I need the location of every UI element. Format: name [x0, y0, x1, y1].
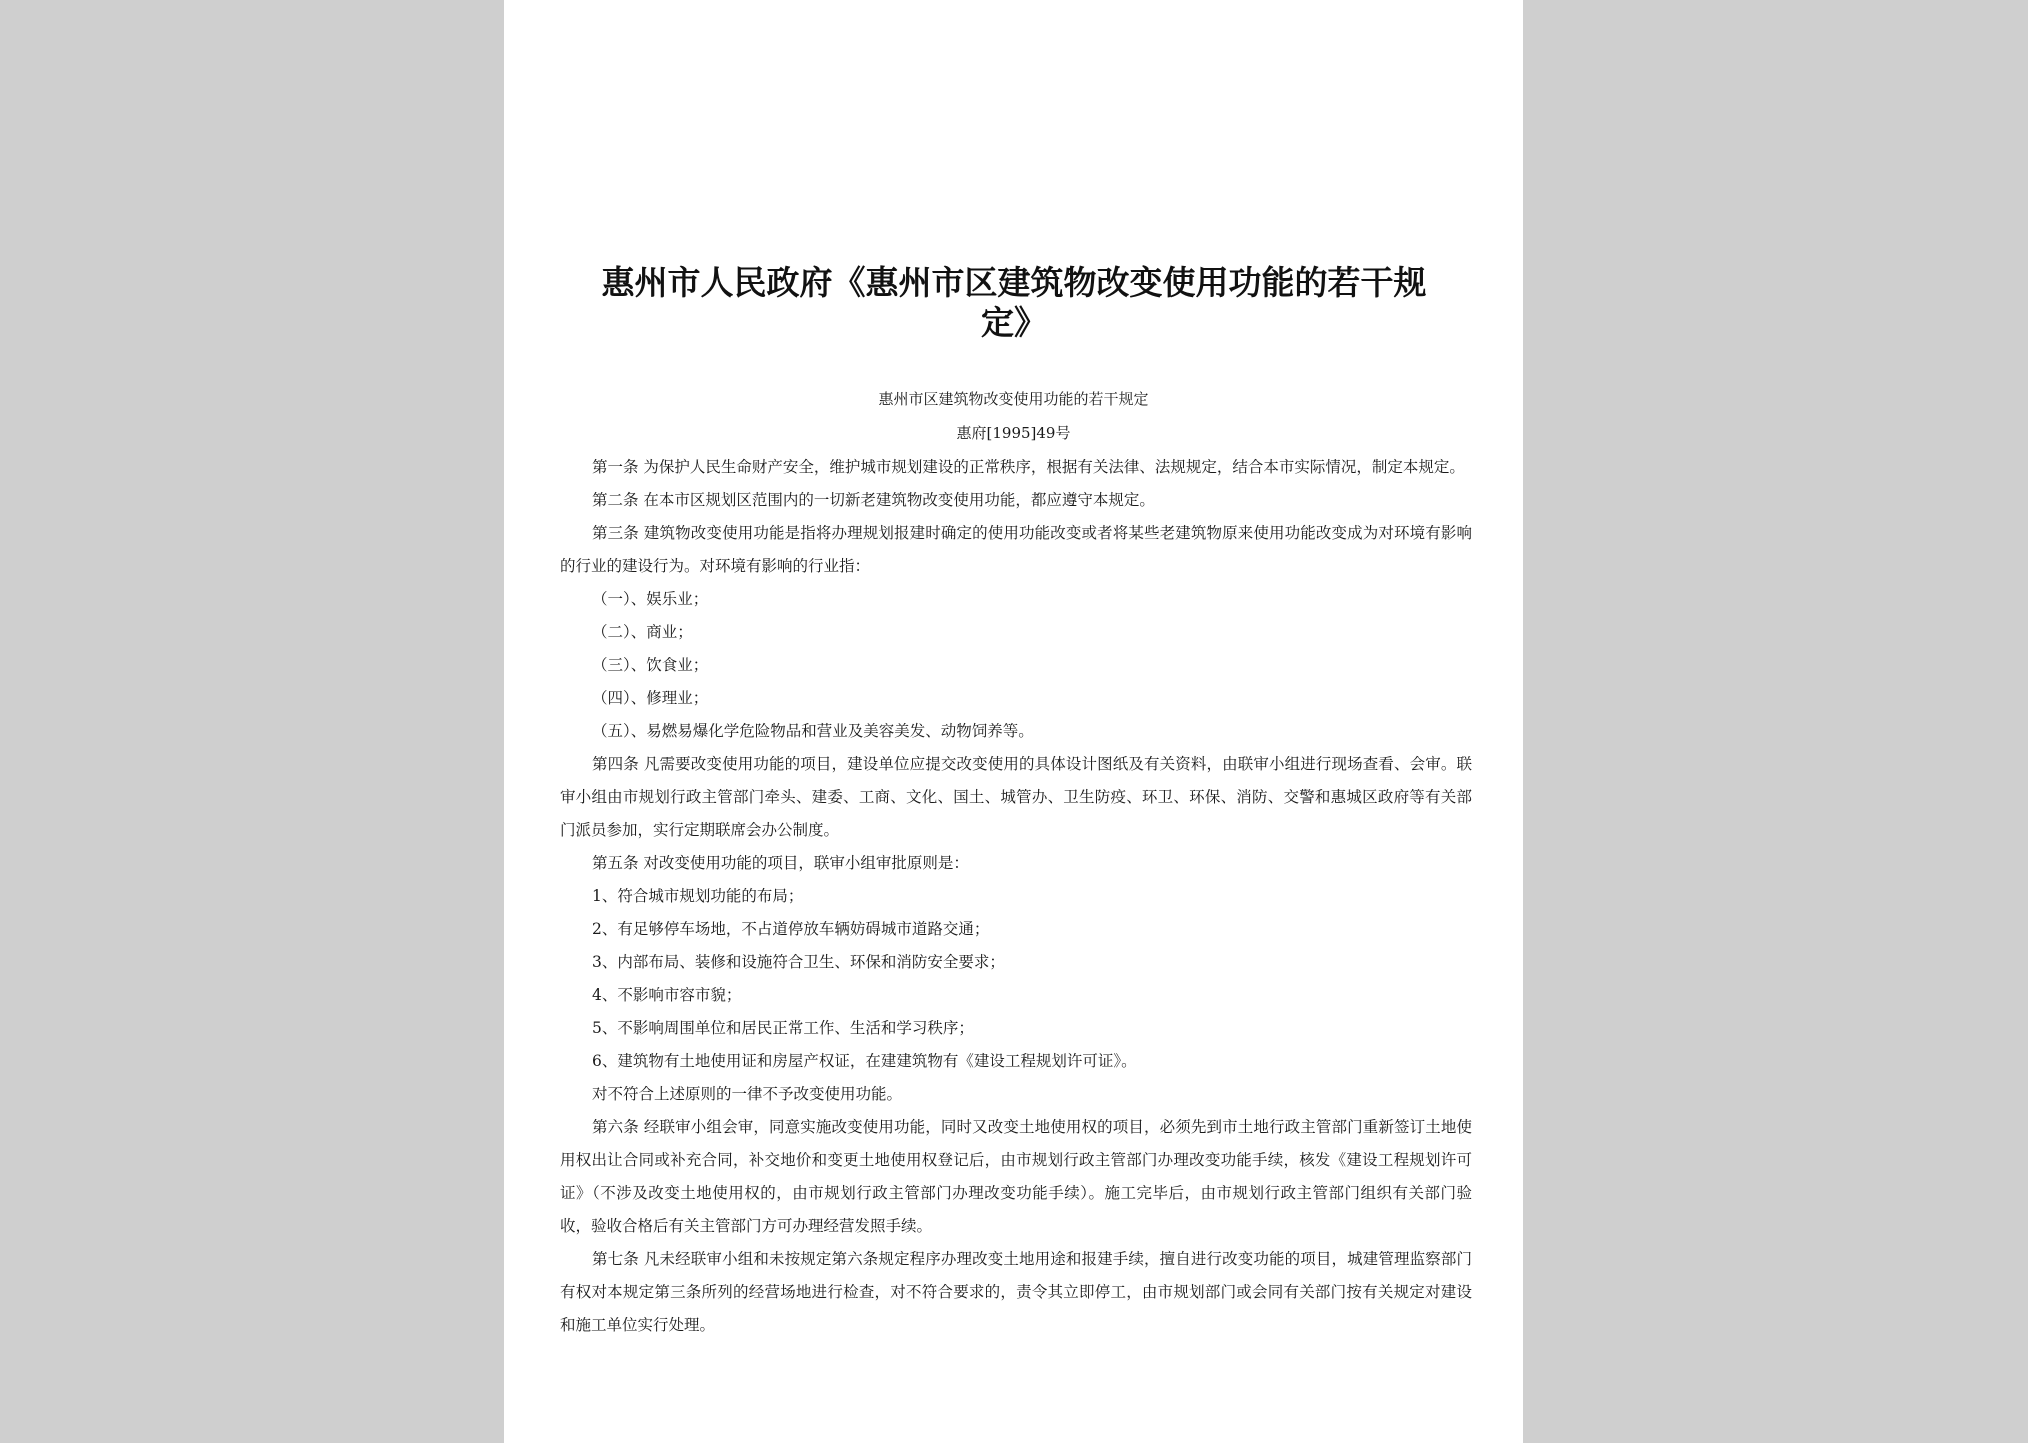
principle-item-2: 2、有足够停车场地，不占道停放车辆妨碍城市道路交通；	[592, 920, 990, 938]
document-title: 惠州市人民政府《惠州市区建筑物改变使用功能的若干规定》	[601, 263, 1427, 342]
document-number: 惠府[1995]49号	[956, 424, 1071, 442]
principle-item-6: 6、建筑物有土地使用证和房屋产权证，在建建筑物有《建设工程规划许可证》。	[592, 1052, 1137, 1070]
paragraph-article-4: 第四条 凡需要改变使用功能的项目，建设单位应提交改变使用的具体设计图纸及有关资料，由联审小组进行现场查看、会审。联审小组由市规划行政主管部门牵头、建委、工商、文化、国土、城管办、卫生防疫、环卫、环保、消防、交警和惠城区政府等有关部门派员参加，实行定期联席会办公制度。	[560, 755, 1472, 839]
document-subtitle: 惠州市区建筑物改变使用功能的若干规定	[878, 390, 1149, 408]
list-item-1: （一）、娱乐业；	[592, 590, 709, 608]
principle-item-3: 3、内部布局、装修和设施符合卫生、环保和消防安全要求；	[592, 953, 1005, 971]
document-body	[560, 451, 1472, 1342]
list-item-2: （二）、商业；	[592, 623, 693, 641]
paragraph-rejection-note: 对不符合上述原则的一律不予改变使用功能。	[592, 1085, 903, 1103]
principle-item-4: 4、不影响市容市貌；	[592, 986, 742, 1004]
principle-item-1: 1、符合城市规划功能的布局；	[592, 887, 804, 905]
paragraph-article-1: 第一条 为保护人民生命财产安全，维护城市规划建设的正常秩序，根据有关法律、法规规定，结合本市实际情况，制定本规定。	[592, 458, 1465, 476]
list-item-5: （五）、易燃易爆化学危险物品和营业及美容美发、动物饲养等。	[592, 722, 1034, 740]
document-page	[504, 0, 1523, 1443]
paragraph-article-2: 第二条 在本市区规划区范围内的一切新老建筑物改变使用功能，都应遵守本规定。	[592, 491, 1155, 509]
paragraph-article-5: 第五条 对改变使用功能的项目，联审小组审批原则是：	[592, 854, 969, 872]
list-item-4: （四）、修理业；	[592, 689, 709, 707]
paragraph-article-7: 第七条 凡未经联审小组和未按规定第六条规定程序办理改变土地用途和报建手续，擅自进行改变功能的项目，城建管理监察部门有权对本规定第三条所列的经营场地进行检查，对不符合要求的，责令其立即停工，由市规划部门或会同有关部门按有关规定对建设和施工单位实行处理。	[560, 1250, 1472, 1334]
list-item-3: （三）、饮食业；	[592, 656, 709, 674]
principle-item-5: 5、不影响周围单位和居民正常工作、生活和学习秩序；	[592, 1019, 974, 1037]
paragraph-article-6: 第六条 经联审小组会审，同意实施改变使用功能，同时又改变土地使用权的项目，必须先到市土地行政主管部门重新签订土地使用权出让合同或补充合同，补交地价和变更土地使用权登记后，由市规划行政主管部门办理改变功能手续，核发《建设工程规划许可证》（不涉及改变土地使用权的，由市规划行政主管部门办理改变功能手续）。施工完毕后，由市规划行政主管部门组织有关部门验收，验收合格后有关主管部门方可办理经营发照手续。	[560, 1118, 1472, 1235]
paragraph-article-3: 第三条 建筑物改变使用功能是指将办理规划报建时确定的使用功能改变或者将某些老建筑物原来使用功能改变成为对环境有影响的行业的建设行为。对环境有影响的行业指：	[560, 524, 1472, 575]
